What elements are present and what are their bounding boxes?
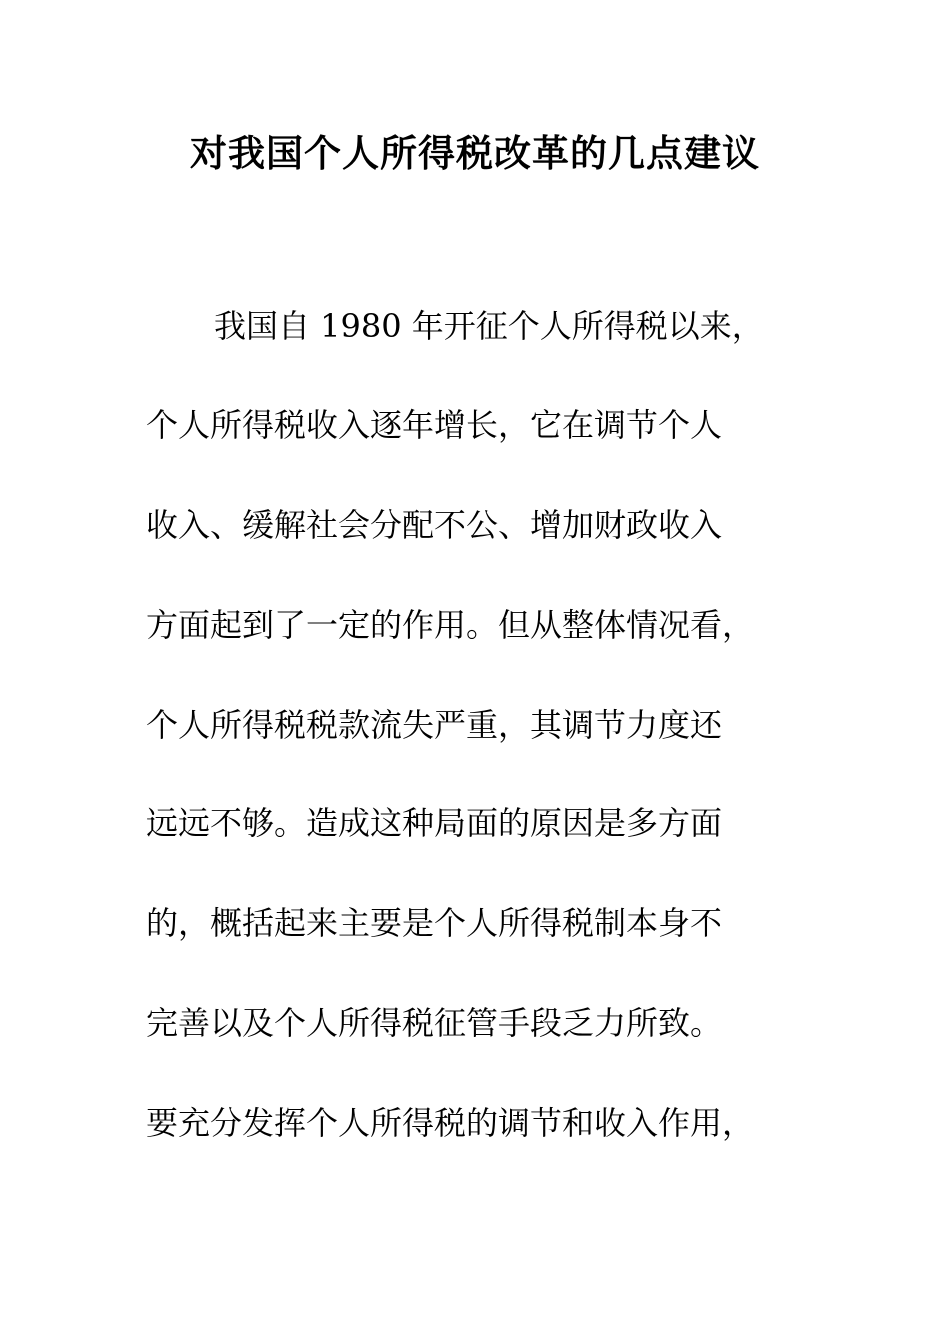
paragraph-line: 个人所得税收入逐年增长，它在调节个人	[146, 406, 723, 444]
paragraph-line: 收入、缓解社会分配不公、增加财政收入	[146, 506, 723, 544]
paragraph-line: 我国自 1980 年开征个人所得税以来，	[214, 307, 764, 345]
paragraph-line: 完善以及个人所得税征管手段乏力所致。	[146, 1004, 723, 1042]
paragraph-line: 的，概括起来主要是个人所得税制本身不	[146, 904, 723, 942]
paragraph-line: 方面起到了一定的作用。但从整体情况看，	[146, 606, 755, 644]
paragraph-line: 远远不够。造成这种局面的原因是多方面	[146, 804, 723, 842]
document-title: 对我国个人所得税改革的几点建议	[190, 131, 760, 175]
paragraph-line: 个人所得税税款流失严重，其调节力度还	[146, 706, 723, 744]
paragraph-line: 要充分发挥个人所得税的调节和收入作用，	[146, 1104, 755, 1142]
